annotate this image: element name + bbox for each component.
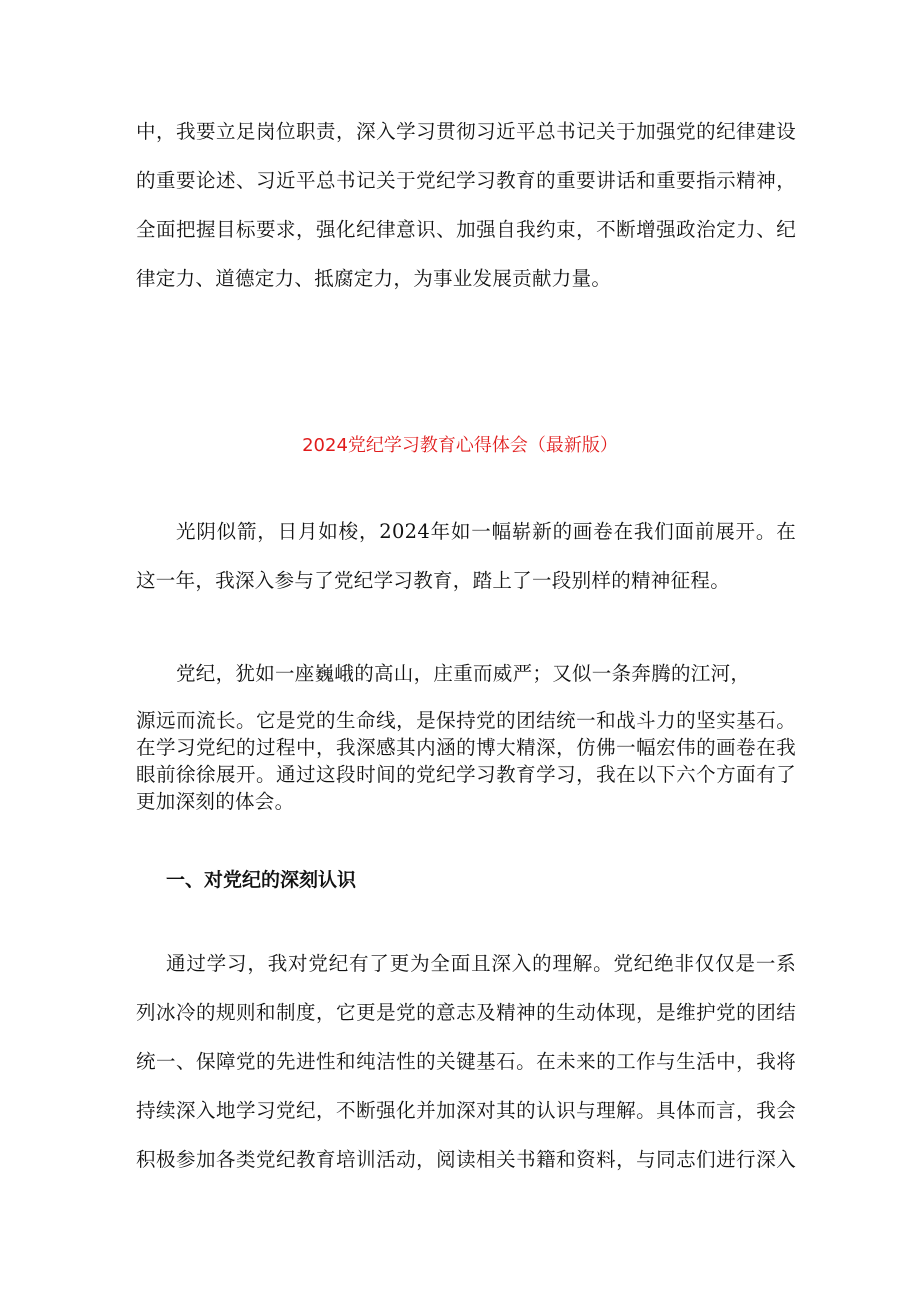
para1-line-1: 光阴似箭，日月如梭，2024年如一幅崭新的画卷在我们面前展开。在 <box>176 520 796 543</box>
intro-line-4: 律定力、道德定力、抵腐定力，为事业发展贡献力量。 <box>136 267 612 290</box>
section-heading: 一、对党纪的深刻认识 <box>166 869 357 891</box>
para2-line-2: 源远而流长。它是党的生命线，是保持党的团结统一和战斗力的坚实基石。 <box>136 709 796 732</box>
para1-line-2: 这一年，我深入参与了党纪学习教育，踏上了一段别样的精神征程。 <box>136 569 731 592</box>
para2-line-4: 眼前徐徐展开。通过这段时间的党纪学习教育学习，我在以下六个方面有了 <box>136 763 796 786</box>
para2-line-5: 更加深刻的体会。 <box>136 790 295 813</box>
intro-line-3: 全面把握目标要求，强化纪律意识、加强自我约束，不断增强政治定力、纪 <box>136 218 796 241</box>
para2-line-1: 党纪，犹如一座巍峨的高山，庄重而威严；又似一条奔腾的江河， <box>176 662 751 685</box>
para3-line-4: 持续深入地学习党纪，不断强化并加深对其的认识与理解。具体而言，我会 <box>136 1099 796 1122</box>
para3-line-5: 积极参加各类党纪教育培训活动，阅读相关书籍和资料，与同志们进行深入 <box>136 1148 796 1171</box>
para3-line-1: 通过学习，我对党纪有了更为全面且深入的理解。党纪绝非仅仅是一系 <box>166 952 796 975</box>
intro-line-1: 中，我要立足岗位职责，深入学习贯彻习近平总书记关于加强党的纪律建设 <box>136 120 796 143</box>
intro-line-2: 的重要论述、习近平总书记关于党纪学习教育的重要讲话和重要指示精神， <box>136 169 796 192</box>
document-title: 2024党纪学习教育心得体会（最新版） <box>302 435 618 456</box>
para3-line-2: 列冰冷的规则和制度，它更是党的意志及精神的生动体现，是维护党的团结 <box>136 1001 796 1024</box>
para2-line-3: 在学习党纪的过程中，我深感其内涵的博大精深，仿佛一幅宏伟的画卷在我 <box>136 736 796 759</box>
para3-line-3: 统一、保障党的先进性和纯洁性的关键基石。在未来的工作与生活中，我将 <box>136 1050 796 1073</box>
